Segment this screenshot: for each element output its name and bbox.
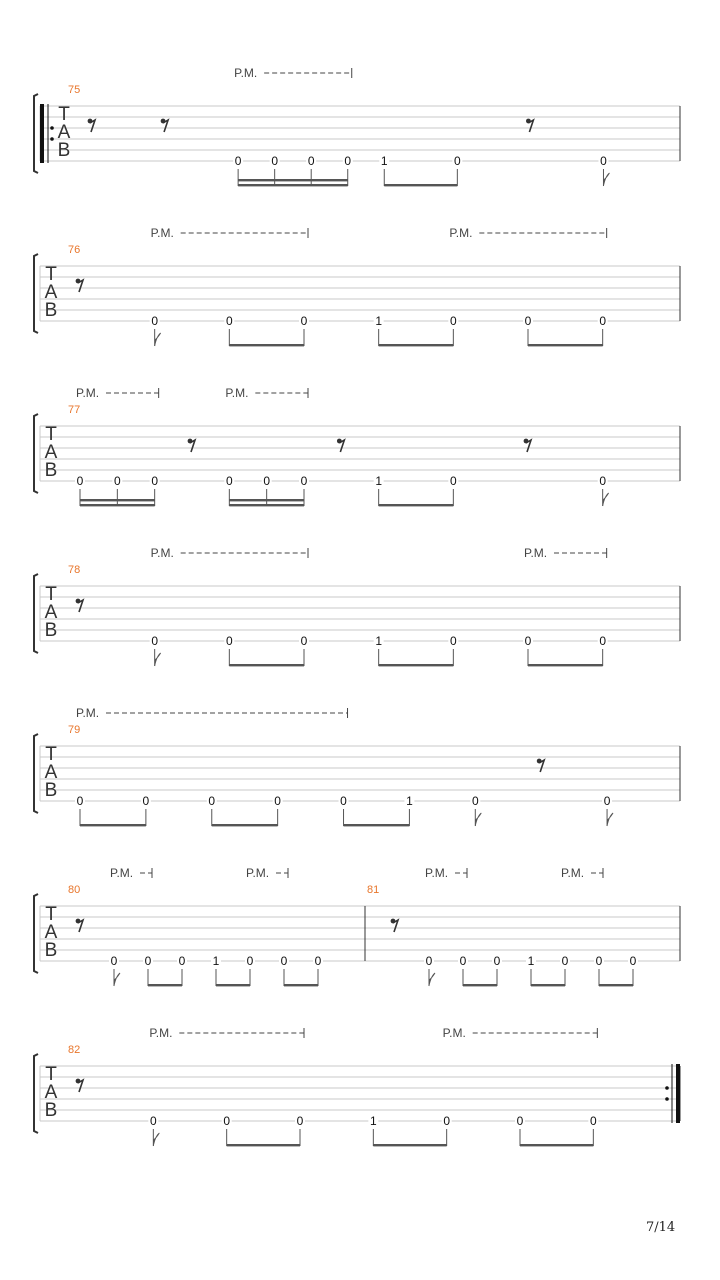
palm-mute-label: P.M. [561,866,585,880]
system-bracket [34,254,38,333]
measure-number: 80 [68,884,81,896]
fret-number: 0 [151,634,159,648]
eighth-rest [526,119,533,132]
fret-number: 0 [76,474,84,488]
eighth-rest [76,599,83,612]
note-beam [384,184,457,186]
rest-stroke [78,600,83,612]
fret-number: 0 [449,314,457,328]
system-bracket [34,574,38,653]
fret-number: 0 [340,794,347,808]
fret-number: 0 [516,1114,524,1128]
note-beam [379,664,454,666]
note-flag [475,813,481,826]
palm-mute-label: P.M. [110,866,134,880]
fret-number: 0 [449,474,457,488]
tab-clef-letter: B [44,300,58,321]
tab-clef-letter: T [45,744,57,765]
fret-number: 0 [524,634,532,648]
note-beam [463,984,497,986]
fret-number: 0 [271,154,279,168]
rest-stroke [526,440,531,452]
note-beam [238,184,348,186]
tab-clef-letter: B [44,1100,58,1121]
measure-number: 75 [68,84,81,96]
tab-clef-letter: B [44,780,58,801]
fret-number: 0 [471,794,479,808]
fret-number: 1 [212,954,220,968]
repeat-dot [50,126,54,130]
fret-number: 0 [459,954,467,968]
note-flag [155,653,161,666]
eighth-rest [88,119,95,132]
note-beam [229,504,304,506]
eighth-rest [337,439,344,452]
fret-number: 0 [151,314,159,328]
rest-stroke [78,920,83,932]
measure-number: 79 [68,724,81,736]
measure-number: 76 [68,244,81,256]
note-beam [379,504,454,506]
fret-number: 0 [600,154,607,168]
note-flag [153,1133,159,1146]
fret-number: 0 [274,794,281,808]
tab-clef-letter: T [45,584,57,605]
fret-number: 0 [449,634,457,648]
fret-number: 0 [493,954,501,968]
note-beam [379,344,454,346]
tab-clef-letter: A [44,1082,58,1103]
palm-mute-label: P.M. [76,386,100,400]
note-beam [148,984,182,986]
fret-number: 0 [142,794,150,808]
palm-mute-label: P.M. [225,386,249,400]
fret-number: 1 [375,634,383,648]
page-number: 7/14 [646,1220,676,1235]
note-flag [155,333,161,346]
fret-number: 0 [300,634,308,648]
fret-number: 0 [599,314,607,328]
fret-number: 0 [425,954,433,968]
note-beam [373,1144,446,1146]
fret-number: 0 [144,954,152,968]
rest-stroke [163,120,168,132]
note-flag [603,493,609,506]
fret-number: 0 [149,1114,157,1128]
tab-system [34,546,680,666]
fret-number: 0 [603,794,611,808]
palm-mute-label: P.M. [234,66,258,80]
tab-clef-letter: A [44,922,58,943]
fret-number: 0 [225,474,233,488]
fret-number: 0 [263,474,271,488]
repeat-dot [665,1097,669,1101]
eighth-rest [188,439,195,452]
system-bracket [34,1054,38,1133]
measure-number: 77 [68,404,81,416]
fret-number: 0 [225,634,233,648]
tab-clef-letter: A [44,762,58,783]
tab-clef-letter: T [45,264,57,285]
tab-clef-letter: A [44,442,58,463]
fret-number: 0 [225,314,233,328]
rest-stroke [528,120,533,132]
fret-number: 0 [307,154,315,168]
fret-number: 0 [629,954,637,968]
tab-system [34,706,680,826]
note-flag [603,173,609,186]
fret-number: 0 [524,314,532,328]
tab-clef-letter: B [57,140,71,161]
tab-system [34,866,680,986]
measure-number: 78 [68,564,81,576]
tab-clef-letter: T [45,424,57,445]
measure-number: 82 [68,1044,81,1056]
fret-number: 0 [280,954,288,968]
fret-number: 0 [300,474,308,488]
note-beam [238,179,348,181]
fret-number: 0 [110,954,118,968]
fret-number: 0 [561,954,569,968]
note-beam [284,984,318,986]
fret-number: 0 [314,954,322,968]
tab-system [34,66,680,186]
palm-mute-label: P.M. [442,1026,466,1040]
fret-number: 1 [375,474,383,488]
note-beam [216,984,250,986]
palm-mute-label: P.M. [76,706,100,720]
eighth-rest [524,439,531,452]
fret-number: 0 [151,474,159,488]
fret-number: 0 [589,1114,597,1128]
tab-clef-letter: B [44,460,58,481]
palm-mute-label: P.M. [524,546,548,560]
repeat-dot [665,1086,669,1090]
rest-stroke [339,440,344,452]
system-bracket [34,734,38,813]
note-beam [344,824,410,826]
fret-number: 0 [443,1114,451,1128]
fret-number: 1 [375,314,383,328]
rest-stroke [78,1080,83,1092]
fret-number: 0 [234,154,242,168]
tab-clef-letter: B [44,620,58,641]
tab-system [34,1026,680,1146]
eighth-rest [76,919,83,932]
palm-mute-label: P.M. [246,866,270,880]
note-beam [229,664,304,666]
fret-number: 0 [599,634,607,648]
fret-number: 0 [344,154,352,168]
note-beam [80,499,155,501]
fret-number: 0 [599,474,607,488]
eighth-rest [76,279,83,292]
eighth-rest [391,919,398,932]
repeat-thick-bar [40,104,44,163]
fret-number: 0 [113,474,121,488]
fret-number: 0 [453,154,461,168]
tab-clef-letter: B [44,940,58,961]
rest-stroke [190,440,195,452]
rest-stroke [78,280,83,292]
repeat-dot [50,137,54,141]
fret-number: 0 [595,954,603,968]
note-beam [227,1144,300,1146]
note-beam [229,344,304,346]
tab-clef-letter: A [44,602,58,623]
note-beam [520,1144,593,1146]
fret-number: 1 [406,794,413,808]
note-beam [531,984,565,986]
tab-clef-letter: A [57,122,71,143]
note-beam [599,984,633,986]
rest-stroke [393,920,398,932]
fret-number: 1 [369,1114,377,1128]
eighth-rest [537,759,544,772]
tab-system [34,386,680,506]
note-beam [212,824,278,826]
note-beam [528,344,603,346]
fret-number: 0 [296,1114,304,1128]
fret-number: 0 [300,314,308,328]
fret-number: 0 [178,954,186,968]
tab-clef-letter: A [44,282,58,303]
fret-number: 0 [76,794,84,808]
repeat-thick-bar [676,1064,680,1123]
tab-clef-letter: T [58,104,70,125]
note-beam [80,824,146,826]
palm-mute-label: P.M. [425,866,449,880]
fret-number: 1 [380,154,388,168]
system-bracket [34,894,38,973]
fret-number: 1 [527,954,535,968]
fret-number: 0 [223,1114,231,1128]
eighth-rest [76,1079,83,1092]
tab-system [34,226,680,346]
rest-stroke [90,120,95,132]
system-bracket [34,414,38,493]
note-flag [114,973,120,986]
note-beam [528,664,603,666]
note-flag [607,813,613,826]
eighth-rest [161,119,168,132]
note-flag [429,973,435,986]
palm-mute-label: P.M. [150,226,174,240]
tab-clef-letter: T [45,1064,57,1085]
note-beam [229,499,304,501]
tab-clef-letter: T [45,904,57,925]
palm-mute-label: P.M. [449,226,473,240]
palm-mute-label: P.M. [149,1026,173,1040]
measure-number: 81 [367,884,380,896]
system-bracket [34,94,38,173]
palm-mute-label: P.M. [150,546,174,560]
note-beam [80,504,155,506]
fret-number: 0 [246,954,254,968]
rest-stroke [539,760,544,772]
fret-number: 0 [208,794,216,808]
